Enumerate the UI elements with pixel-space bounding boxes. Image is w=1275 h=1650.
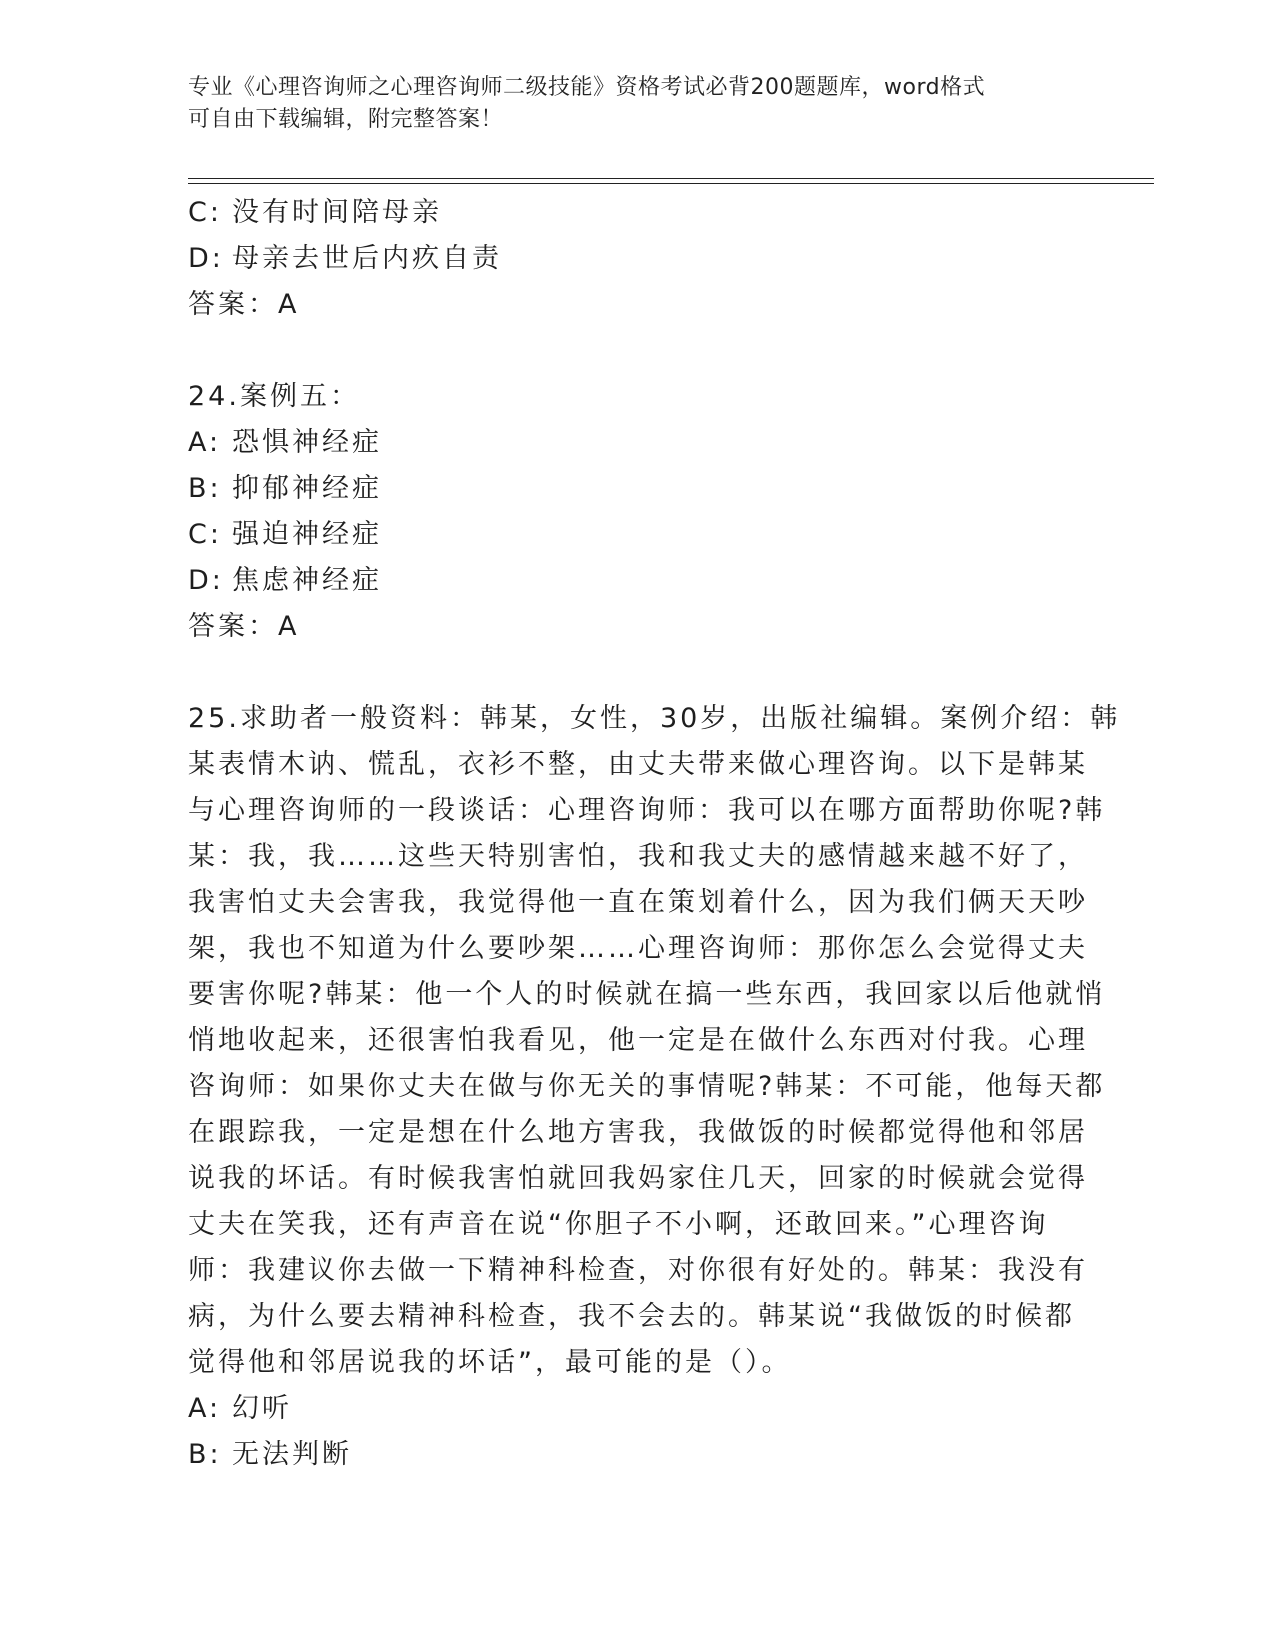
option-c <box>188 190 1088 236</box>
option-d <box>188 558 1088 604</box>
question-25 <box>188 696 1121 1478</box>
option-text: 幻听 <box>232 1393 292 1424</box>
option-c <box>188 512 1088 558</box>
option-text: 母亲去世后内疚自责 <box>232 243 502 274</box>
question-stem-line: 要害你呢?韩某：他一个人的时候就在搞一些东西，我回家以后他就悄 <box>188 979 1106 1010</box>
question-stem-line: 病，为什么要去精神科检查，我不会去的。韩某说“我做饭的时候都 <box>188 1301 1075 1332</box>
option-label: A: <box>188 1393 222 1424</box>
page-header <box>188 72 1088 136</box>
question-24 <box>188 374 1088 650</box>
option-label: C: <box>188 197 222 228</box>
question-stem-line: 25.求助者一般资料：韩某，女性，30岁，出版社编辑。案例介绍：韩 <box>188 703 1121 734</box>
answer-line: 答案：A <box>188 289 300 320</box>
option-label: A: <box>188 427 222 458</box>
option-a <box>188 420 1088 466</box>
option-label: D: <box>188 243 224 274</box>
question-content <box>188 190 1121 1478</box>
header-title-line-2: 可自由下载编辑，附完整答案！ <box>188 107 504 132</box>
option-label: D: <box>188 565 224 596</box>
question-stem-line: 某表情木讷、慌乱，衣衫不整，由丈夫带来做心理咨询。以下是韩某 <box>188 749 1088 780</box>
question-stem-line: 悄地收起来，还很害怕我看见，他一定是在做什么东西对付我。心理 <box>188 1025 1088 1056</box>
spacer <box>188 650 1088 696</box>
option-text: 焦虑神经症 <box>232 565 382 596</box>
question-stem-line: 某：我，我……这些天特别害怕，我和我丈夫的感情越来越不好了， <box>188 841 1088 872</box>
header-divider-top <box>188 178 1154 179</box>
answer-line: 答案：A <box>188 611 300 642</box>
option-text: 强迫神经症 <box>232 519 382 550</box>
question-23-tail <box>188 190 1088 328</box>
question-stem-line: 我害怕丈夫会害我，我觉得他一直在策划着什么，因为我们俩天天吵 <box>188 887 1088 918</box>
question-stem: 24.案例五： <box>188 381 360 412</box>
option-d <box>188 236 1088 282</box>
option-b <box>188 1432 1088 1478</box>
question-stem-line: 说我的坏话。有时候我害怕就回我妈家住几天，回家的时候就会觉得 <box>188 1163 1088 1194</box>
option-a <box>188 1386 1088 1432</box>
question-stem-line: 丈夫在笑我，还有声音在说“你胆子不小啊，还敢回来。”心理咨询 <box>188 1209 1049 1240</box>
option-text: 抑郁神经症 <box>232 473 382 504</box>
spacer <box>188 328 1088 374</box>
question-stem-line: 咨询师：如果你丈夫在做与你无关的事情呢?韩某：不可能，他每天都 <box>188 1071 1106 1102</box>
question-stem-line: 在跟踪我，一定是想在什么地方害我，我做饭的时候都觉得他和邻居 <box>188 1117 1088 1148</box>
option-text: 没有时间陪母亲 <box>232 197 442 228</box>
question-stem-line: 师：我建议你去做一下精神科检查，对你很有好处的。韩某：我没有 <box>188 1255 1088 1286</box>
option-b <box>188 466 1088 512</box>
header-title-line-1: 专业《心理咨询师之心理咨询师二级技能》资格考试必背200题题库，word格式 <box>188 75 986 100</box>
question-stem-line: 架，我也不知道为什么要吵架……心理咨询师：那你怎么会觉得丈夫 <box>188 933 1088 964</box>
option-label: B: <box>188 1439 222 1470</box>
option-label: C: <box>188 519 222 550</box>
header-divider-bottom <box>188 183 1154 184</box>
option-label: B: <box>188 473 222 504</box>
option-text: 无法判断 <box>232 1439 352 1470</box>
option-text: 恐惧神经症 <box>232 427 382 458</box>
question-stem-line: 觉得他和邻居说我的坏话”，最可能的是（）。 <box>188 1347 792 1378</box>
question-stem-line: 与心理咨询师的一段谈话：心理咨询师：我可以在哪方面帮助你呢?韩 <box>188 795 1106 826</box>
